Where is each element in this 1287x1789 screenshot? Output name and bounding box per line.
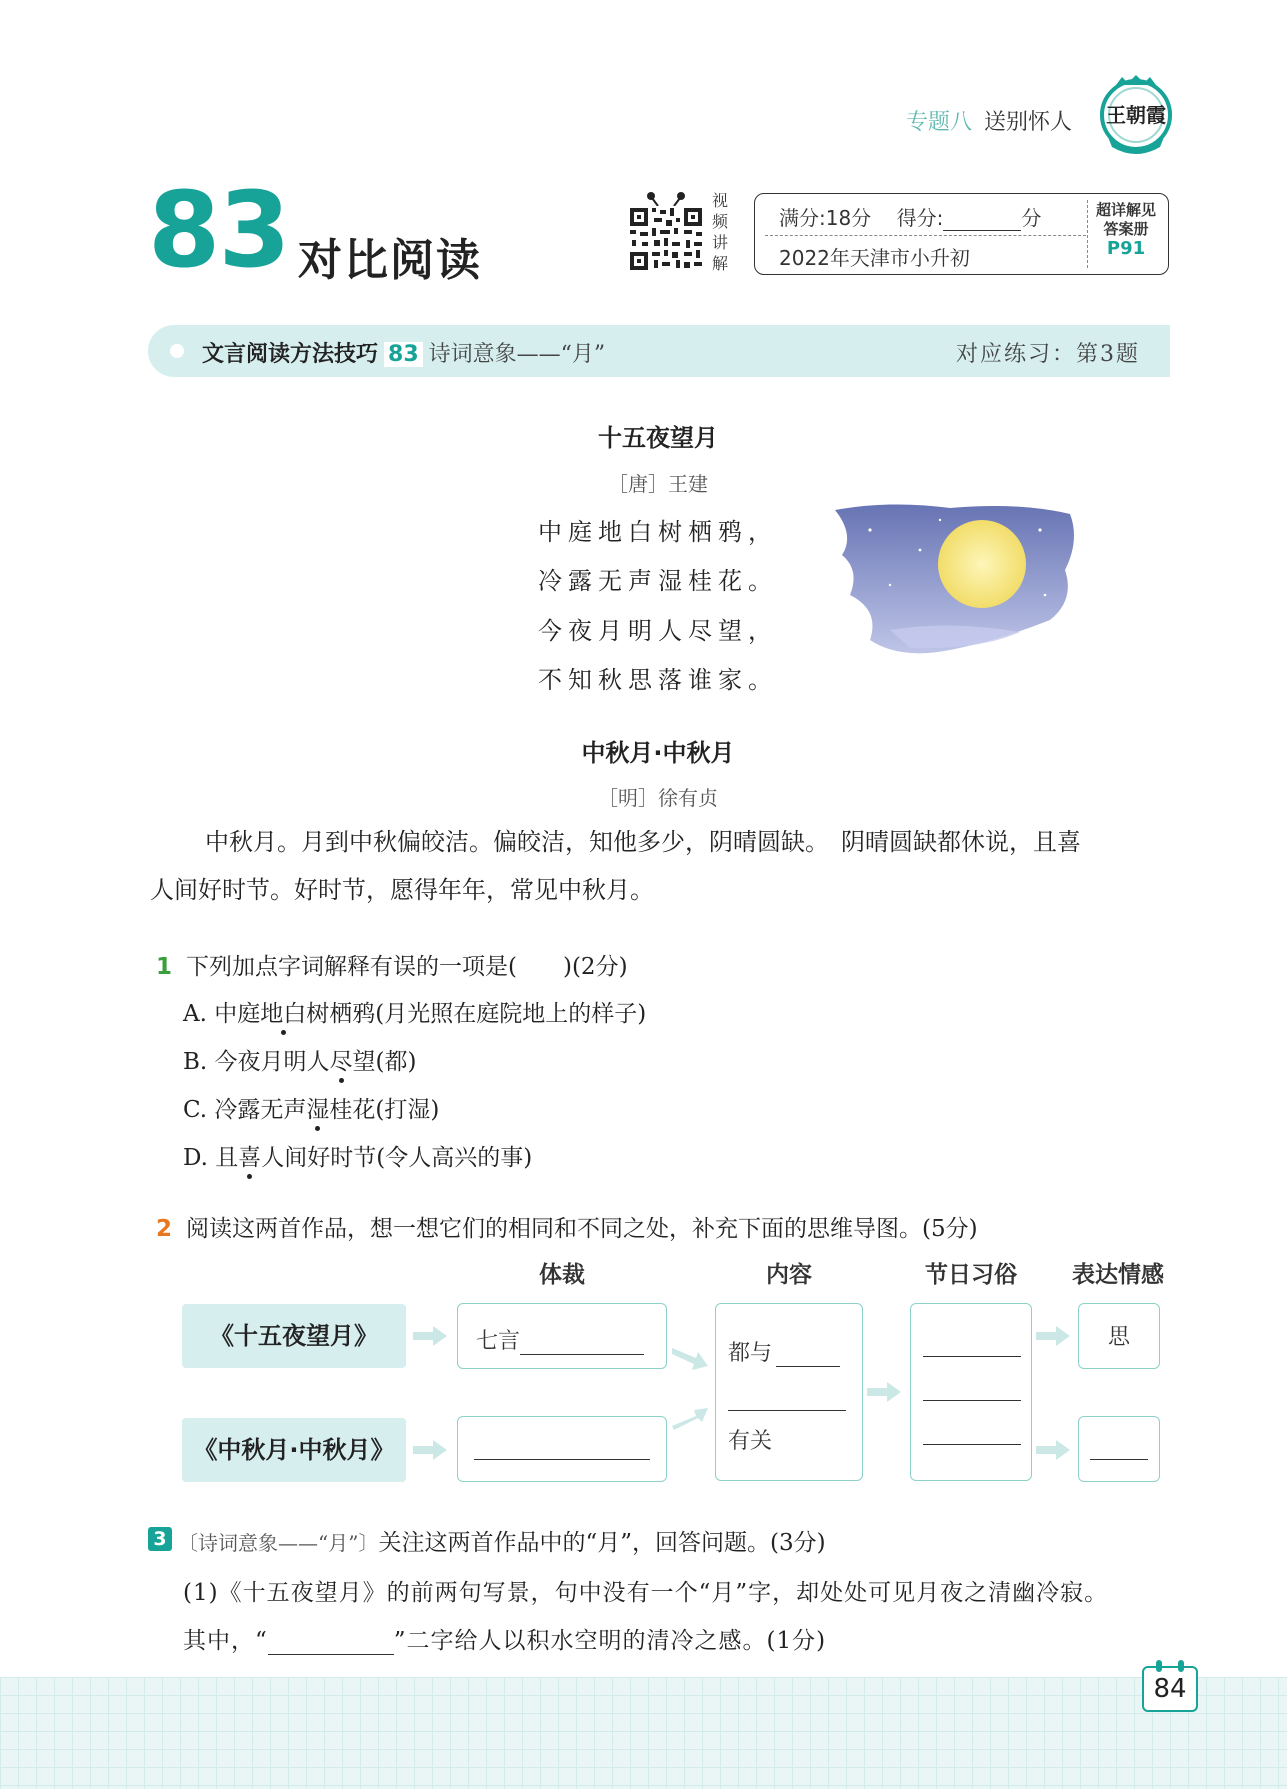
mindmap-header-emotion: 表达情感 bbox=[1072, 1262, 1164, 1288]
bullet-dot bbox=[170, 344, 184, 358]
genre-a-prefix: 七言 bbox=[476, 1329, 521, 1354]
poem2-text bbox=[150, 818, 1170, 866]
poem2-author: ［明］徐有贞 bbox=[598, 786, 718, 810]
mindmap-header-genre: 体裁 bbox=[539, 1262, 585, 1288]
qr-side-label: 视频讲解 bbox=[712, 191, 729, 273]
arrow-right-icon bbox=[1036, 1440, 1070, 1460]
mindmap-header-customs: 节日习俗 bbox=[925, 1262, 1017, 1288]
content-suffix: 有关 bbox=[728, 1429, 773, 1454]
answer-ref-line2: 答案册 bbox=[1103, 220, 1149, 238]
mindmap-poem-b: 《中秋月·中秋月》 bbox=[182, 1418, 406, 1482]
poem1-line: 今夜月明人尽望， bbox=[538, 617, 778, 645]
page-number-text: 84 bbox=[1153, 1674, 1187, 1704]
q3-sub1-blank[interactable] bbox=[268, 1630, 394, 1655]
banner-heading bbox=[202, 337, 605, 368]
banner-label: 文言阅读方法技巧 bbox=[202, 342, 379, 367]
question-3 bbox=[178, 1524, 826, 1557]
question-3-number: 3 bbox=[148, 1527, 172, 1551]
method-banner bbox=[148, 325, 1170, 377]
question-3-sub1: (1)《十五夜望月》的前两句写景，句中没有一个“月”字，却处处可见月夜之清幽冷寂。 bbox=[183, 1580, 1109, 1606]
option-c-text: C. 冷露无声 bbox=[183, 1097, 307, 1123]
option-a-text: 树栖鸦(月光照在庭院地上的样子) bbox=[306, 1001, 647, 1027]
q1-option-b[interactable] bbox=[183, 1043, 416, 1076]
emotion-b-blank[interactable] bbox=[1090, 1435, 1148, 1460]
q1-option-c[interactable] bbox=[183, 1091, 439, 1124]
option-d-dotted: 喜 bbox=[238, 1145, 262, 1171]
score-blank[interactable] bbox=[943, 210, 1021, 231]
question-1 bbox=[156, 948, 628, 981]
arrow-down-right-icon bbox=[672, 1344, 708, 1370]
poem1-author: ［唐］王建 bbox=[608, 472, 708, 496]
mindmap-poem-a: 《十五夜望月》 bbox=[182, 1304, 406, 1368]
lesson-title: 对比阅读 bbox=[298, 235, 482, 286]
topic-tag: 专题八 bbox=[905, 110, 972, 135]
topic-header bbox=[906, 105, 1072, 136]
arrow-right-icon bbox=[413, 1326, 447, 1346]
question-1-number: 1 bbox=[156, 954, 173, 980]
option-b-text: B. 今夜月明人 bbox=[183, 1049, 330, 1075]
page-number bbox=[1142, 1666, 1198, 1712]
lesson-number: 83 bbox=[148, 169, 289, 291]
poem1-title: 十五夜望月 bbox=[598, 424, 718, 452]
topic-name: 送别怀人 bbox=[983, 110, 1072, 135]
answer-page: P91 bbox=[1106, 238, 1146, 259]
arrow-right-icon bbox=[1036, 1326, 1070, 1346]
emotion-box-a[interactable] bbox=[1078, 1303, 1160, 1369]
option-b-text: 望(都) bbox=[352, 1049, 417, 1075]
question-2-number: 2 bbox=[156, 1216, 173, 1242]
score-row bbox=[779, 202, 1041, 231]
poem1-line: 冷露无声湿桂花。 bbox=[538, 567, 778, 595]
customs-blank-3[interactable] bbox=[923, 1420, 1021, 1445]
content-blank-1[interactable] bbox=[776, 1342, 840, 1367]
option-d-text: D. 且 bbox=[183, 1145, 239, 1171]
svg-text:王朝霞: 王朝霞 bbox=[1106, 103, 1166, 127]
q1-option-d[interactable] bbox=[183, 1139, 532, 1172]
content-prefix: 都与 bbox=[728, 1341, 773, 1366]
question-3-sub1-line2 bbox=[183, 1622, 826, 1655]
qr-code-icon[interactable] bbox=[626, 190, 706, 274]
option-b-dotted: 尽 bbox=[329, 1049, 353, 1075]
mindmap-header-content: 内容 bbox=[766, 1262, 812, 1288]
banner-number: 83 bbox=[384, 342, 423, 367]
banner-practice: 对应练习：第3题 bbox=[956, 342, 1140, 367]
poem1-line: 中庭地白树栖鸦， bbox=[538, 518, 778, 546]
answer-reference bbox=[1090, 201, 1162, 258]
option-a-text: A. 中庭 bbox=[183, 1001, 261, 1027]
grid-footer bbox=[0, 1677, 1287, 1789]
question-1-stem: 下列加点字词解释有误的一项是( )(2分) bbox=[186, 954, 628, 980]
got-score-label: 得分: bbox=[896, 206, 944, 230]
poem2-text-line2: 人间好时节。好时节，愿得年年，常见中秋月。 bbox=[150, 876, 654, 904]
moon-illustration bbox=[830, 500, 1080, 665]
q1-option-a[interactable] bbox=[183, 995, 646, 1028]
customs-box[interactable] bbox=[910, 1303, 1032, 1481]
content-blank-2[interactable] bbox=[728, 1386, 846, 1411]
brand-logo bbox=[1098, 73, 1174, 155]
question-3-tag: 〔诗词意象——“月”〕 bbox=[178, 1531, 379, 1555]
genre-box-b[interactable] bbox=[457, 1416, 667, 1482]
customs-blank-1[interactable] bbox=[923, 1332, 1021, 1357]
question-2-stem: 阅读这两首作品，想一想它们的相同和不同之处，补充下面的思维导图。(5分) bbox=[186, 1216, 978, 1242]
arrow-right-icon bbox=[413, 1440, 447, 1460]
poem1-line: 不知秋思落谁家。 bbox=[538, 666, 778, 694]
genre-a-blank[interactable] bbox=[520, 1330, 644, 1355]
arrow-up-right-icon bbox=[672, 1404, 708, 1430]
answer-ref-line1: 超详解见 bbox=[1095, 201, 1156, 219]
content-box[interactable] bbox=[715, 1303, 863, 1481]
source-label: 2022年天津市小升初 bbox=[779, 246, 970, 270]
genre-box-a[interactable] bbox=[457, 1303, 667, 1369]
genre-b-blank[interactable] bbox=[474, 1435, 650, 1460]
banner-topic: 诗词意象——“月” bbox=[428, 342, 606, 367]
full-score-label: 满分:18分 bbox=[779, 206, 872, 230]
question-2 bbox=[156, 1210, 978, 1243]
q3-sub1-post: ”二字给人以积水空明的清冷之感。(1分) bbox=[393, 1628, 827, 1654]
question-3-stem: 关注这两首作品中的“月”，回答问题。(3分) bbox=[378, 1530, 826, 1556]
poem2-text-line1: 中秋月。月到中秋偏皎洁。偏皎洁，知他多少，阴晴圆缺。 阴晴圆缺都休说，且喜 bbox=[205, 828, 1081, 856]
poem2-title: 中秋月·中秋月 bbox=[581, 739, 735, 767]
option-c-text: 桂花(打湿) bbox=[329, 1097, 440, 1123]
customs-blank-2[interactable] bbox=[923, 1376, 1021, 1401]
got-score-unit: 分 bbox=[1021, 206, 1042, 230]
score-box bbox=[754, 193, 1169, 275]
emotion-box-b[interactable] bbox=[1078, 1416, 1160, 1482]
option-d-text: 人间好时节(令人高兴的事) bbox=[261, 1145, 533, 1171]
option-a-dotted: 地白 bbox=[260, 1001, 307, 1027]
arrow-right-icon bbox=[867, 1382, 901, 1402]
option-c-dotted: 湿 bbox=[306, 1097, 330, 1123]
q3-sub1-pre: 其中，“ bbox=[183, 1628, 268, 1654]
emotion-a-text: 思 bbox=[1107, 1325, 1130, 1350]
